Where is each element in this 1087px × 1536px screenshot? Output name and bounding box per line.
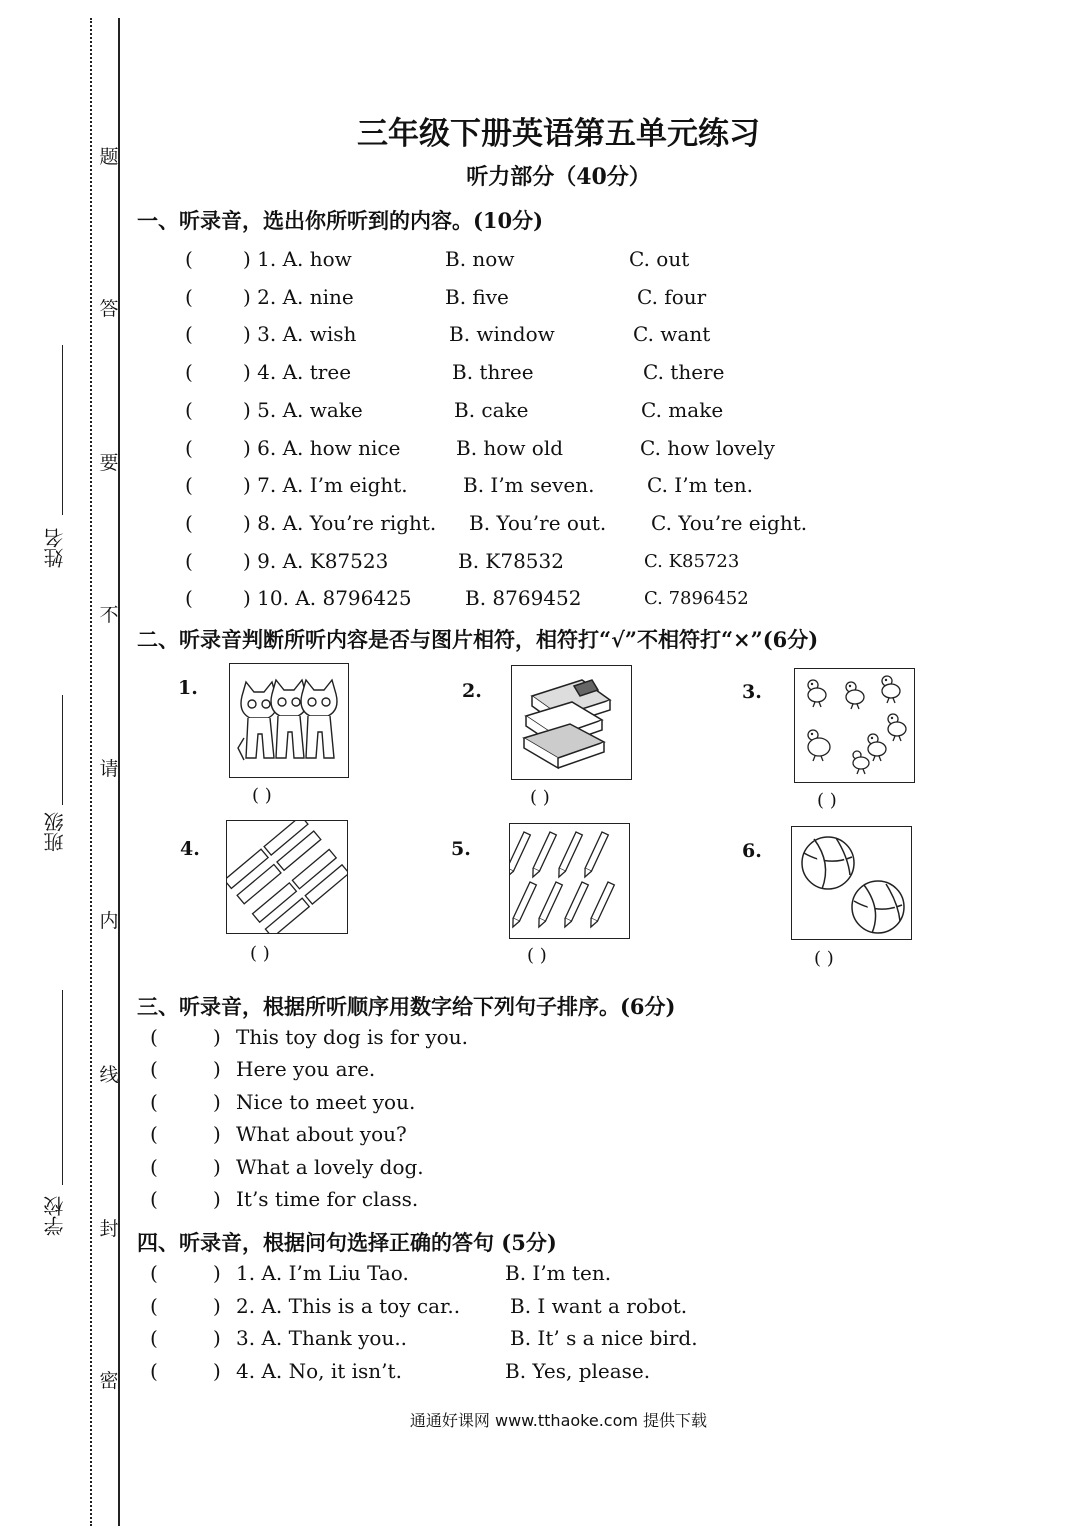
school-label: 学校 <box>43 1196 67 1236</box>
question-text: ) 4. A. tree <box>243 360 352 384</box>
option-a: 4. A. No, it isn’t. <box>236 1359 402 1383</box>
option-b: B. Yes, please. <box>505 1359 651 1383</box>
answer-paren[interactable]: ( <box>150 1057 158 1081</box>
answer-paren[interactable]: ( <box>150 1326 158 1350</box>
option-c: C. want <box>633 322 711 346</box>
name-field[interactable] <box>62 345 63 515</box>
page-title: 三年级下册英语第五单元练习 <box>357 116 760 152</box>
seal-char: 线 <box>99 1064 119 1086</box>
seal-char: 不 <box>99 604 119 626</box>
question-text: ) 6. A. how nice <box>243 436 401 460</box>
picture-number: 4. <box>180 838 200 860</box>
picture-number: 5. <box>451 838 471 860</box>
answer-paren[interactable]: ( <box>185 322 193 346</box>
seal-char: 请 <box>99 758 119 780</box>
option-c: C. K85723 <box>644 551 740 572</box>
chicks-icon <box>794 668 915 783</box>
section-3-heading: 三、听录音，根据所听顺序用数字给下列句子排序。(6分) <box>137 994 676 1019</box>
school-field[interactable] <box>62 990 63 1185</box>
answer-paren[interactable]: ( <box>185 360 193 384</box>
paren-close: ) <box>213 1155 221 1179</box>
option-c: C. make <box>641 398 724 422</box>
question-text: ) 7. A. I’m eight. <box>243 473 408 497</box>
answer-paren[interactable]: ( <box>185 511 193 535</box>
option-a: 1. A. I’m Liu Tao. <box>236 1261 409 1285</box>
option-c: C. four <box>637 285 707 309</box>
seal-char: 答 <box>99 298 119 320</box>
sentence: It’s time for class. <box>236 1187 419 1211</box>
sentence: What a lovely dog. <box>236 1155 424 1179</box>
answer-paren[interactable]: ( <box>150 1025 158 1049</box>
footer-source: 通通好课网 www.tthaoke.com 提供下载 <box>409 1411 708 1430</box>
option-b: B. window <box>449 322 555 346</box>
option-c: C. how lovely <box>640 436 775 460</box>
answer-paren[interactable]: ( <box>185 586 193 610</box>
option-b: B. now <box>445 247 515 271</box>
sentence: This toy dog is for you. <box>236 1025 468 1049</box>
basketballs-icon <box>791 826 912 940</box>
question-text: ) 5. A. wake <box>243 398 363 422</box>
paren-close: ) <box>213 1025 221 1049</box>
question-text: ) 2. A. nine <box>243 285 354 309</box>
seal-char: 封 <box>99 1218 119 1240</box>
answer-paren[interactable]: ( <box>150 1090 158 1114</box>
answer-paren[interactable]: ( <box>185 473 193 497</box>
picture-number: 2. <box>462 680 482 702</box>
option-c: C. out <box>629 247 690 271</box>
class-label: 班级 <box>43 812 67 852</box>
answer-blank[interactable]: ( ) <box>530 787 550 808</box>
answer-paren[interactable]: ( <box>185 398 193 422</box>
pencils-icon <box>509 823 630 939</box>
option-b: B. three <box>452 360 534 384</box>
option-b: B. It’ s a nice bird. <box>510 1326 698 1350</box>
answer-blank[interactable]: ( ) <box>527 945 547 966</box>
option-a: 3. A. Thank you.. <box>236 1326 408 1350</box>
class-field[interactable] <box>62 695 63 805</box>
option-c: C. I’m ten. <box>647 473 753 497</box>
question-text: ) 3. A. wish <box>243 322 357 346</box>
sentence: What about you? <box>236 1122 407 1146</box>
seal-char: 密 <box>99 1370 119 1392</box>
option-a: 2. A. This is a toy car.. <box>236 1294 461 1318</box>
paren-close: ) <box>213 1187 221 1211</box>
answer-blank[interactable]: ( ) <box>252 785 272 806</box>
option-b: B. how old <box>456 436 564 460</box>
option-c: C. You’re eight. <box>651 511 808 535</box>
picture-number: 6. <box>742 840 762 862</box>
option-b: B. I’m seven. <box>463 473 595 497</box>
picture-number: 3. <box>742 681 762 703</box>
seal-char: 内 <box>99 910 119 932</box>
sentence: Here you are. <box>236 1057 376 1081</box>
sentence: Nice to meet you. <box>236 1090 416 1114</box>
option-b: B. 8769452 <box>465 586 582 610</box>
answer-paren[interactable]: ( <box>150 1261 158 1285</box>
option-b: B. five <box>445 285 509 309</box>
section-2-heading: 二、听录音判断所听内容是否与图片相符，相符打“√”不相符打“×”(6分) <box>137 627 819 652</box>
option-b: B. I want a robot. <box>510 1294 688 1318</box>
books-icon <box>511 665 632 780</box>
paren-close: ) <box>213 1261 221 1285</box>
section-1-heading: 一、听录音，选出你所听到的内容。(10分) <box>137 208 544 233</box>
answer-blank[interactable]: ( ) <box>817 790 837 811</box>
answer-paren[interactable]: ( <box>185 247 193 271</box>
paren-close: ) <box>213 1294 221 1318</box>
question-text: ) 8. A. You’re right. <box>243 511 437 535</box>
binding-dotted-line <box>90 18 92 1526</box>
question-text: ) 10. A. 8796425 <box>243 586 412 610</box>
seal-char: 要 <box>99 452 119 474</box>
cats-icon <box>229 663 349 778</box>
option-b: B. I’m ten. <box>505 1261 612 1285</box>
answer-paren[interactable]: ( <box>150 1122 158 1146</box>
answer-blank[interactable]: ( ) <box>814 948 834 969</box>
name-label: 姓名 <box>43 528 67 568</box>
paren-close: ) <box>213 1090 221 1114</box>
option-c: C. 7896452 <box>644 588 749 609</box>
option-b: B. K78532 <box>458 549 564 573</box>
answer-paren[interactable]: ( <box>185 436 193 460</box>
page-subtitle: 听力部分（40分） <box>466 164 651 190</box>
answer-paren[interactable]: ( <box>150 1155 158 1179</box>
question-text: ) 9. A. K87523 <box>243 549 389 573</box>
answer-paren[interactable]: ( <box>150 1187 158 1211</box>
answer-paren[interactable]: ( <box>185 285 193 309</box>
paren-close: ) <box>213 1057 221 1081</box>
paren-close: ) <box>213 1122 221 1146</box>
option-c: C. there <box>643 360 725 384</box>
option-b: B. cake <box>454 398 529 422</box>
section-4-heading: 四、听录音，根据问句选择正确的答句 (5分) <box>137 1230 557 1255</box>
paren-close: ) <box>213 1359 221 1383</box>
answer-blank[interactable]: ( ) <box>250 943 270 964</box>
question-text: ) 1. A. how <box>243 247 352 271</box>
seal-char: 题 <box>99 146 119 168</box>
answer-paren[interactable]: ( <box>185 549 193 573</box>
answer-paren[interactable]: ( <box>150 1294 158 1318</box>
answer-paren[interactable]: ( <box>150 1359 158 1383</box>
rulers-icon <box>226 820 348 934</box>
picture-number: 1. <box>178 677 198 699</box>
option-b: B. You’re out. <box>469 511 607 535</box>
paren-close: ) <box>213 1326 221 1350</box>
